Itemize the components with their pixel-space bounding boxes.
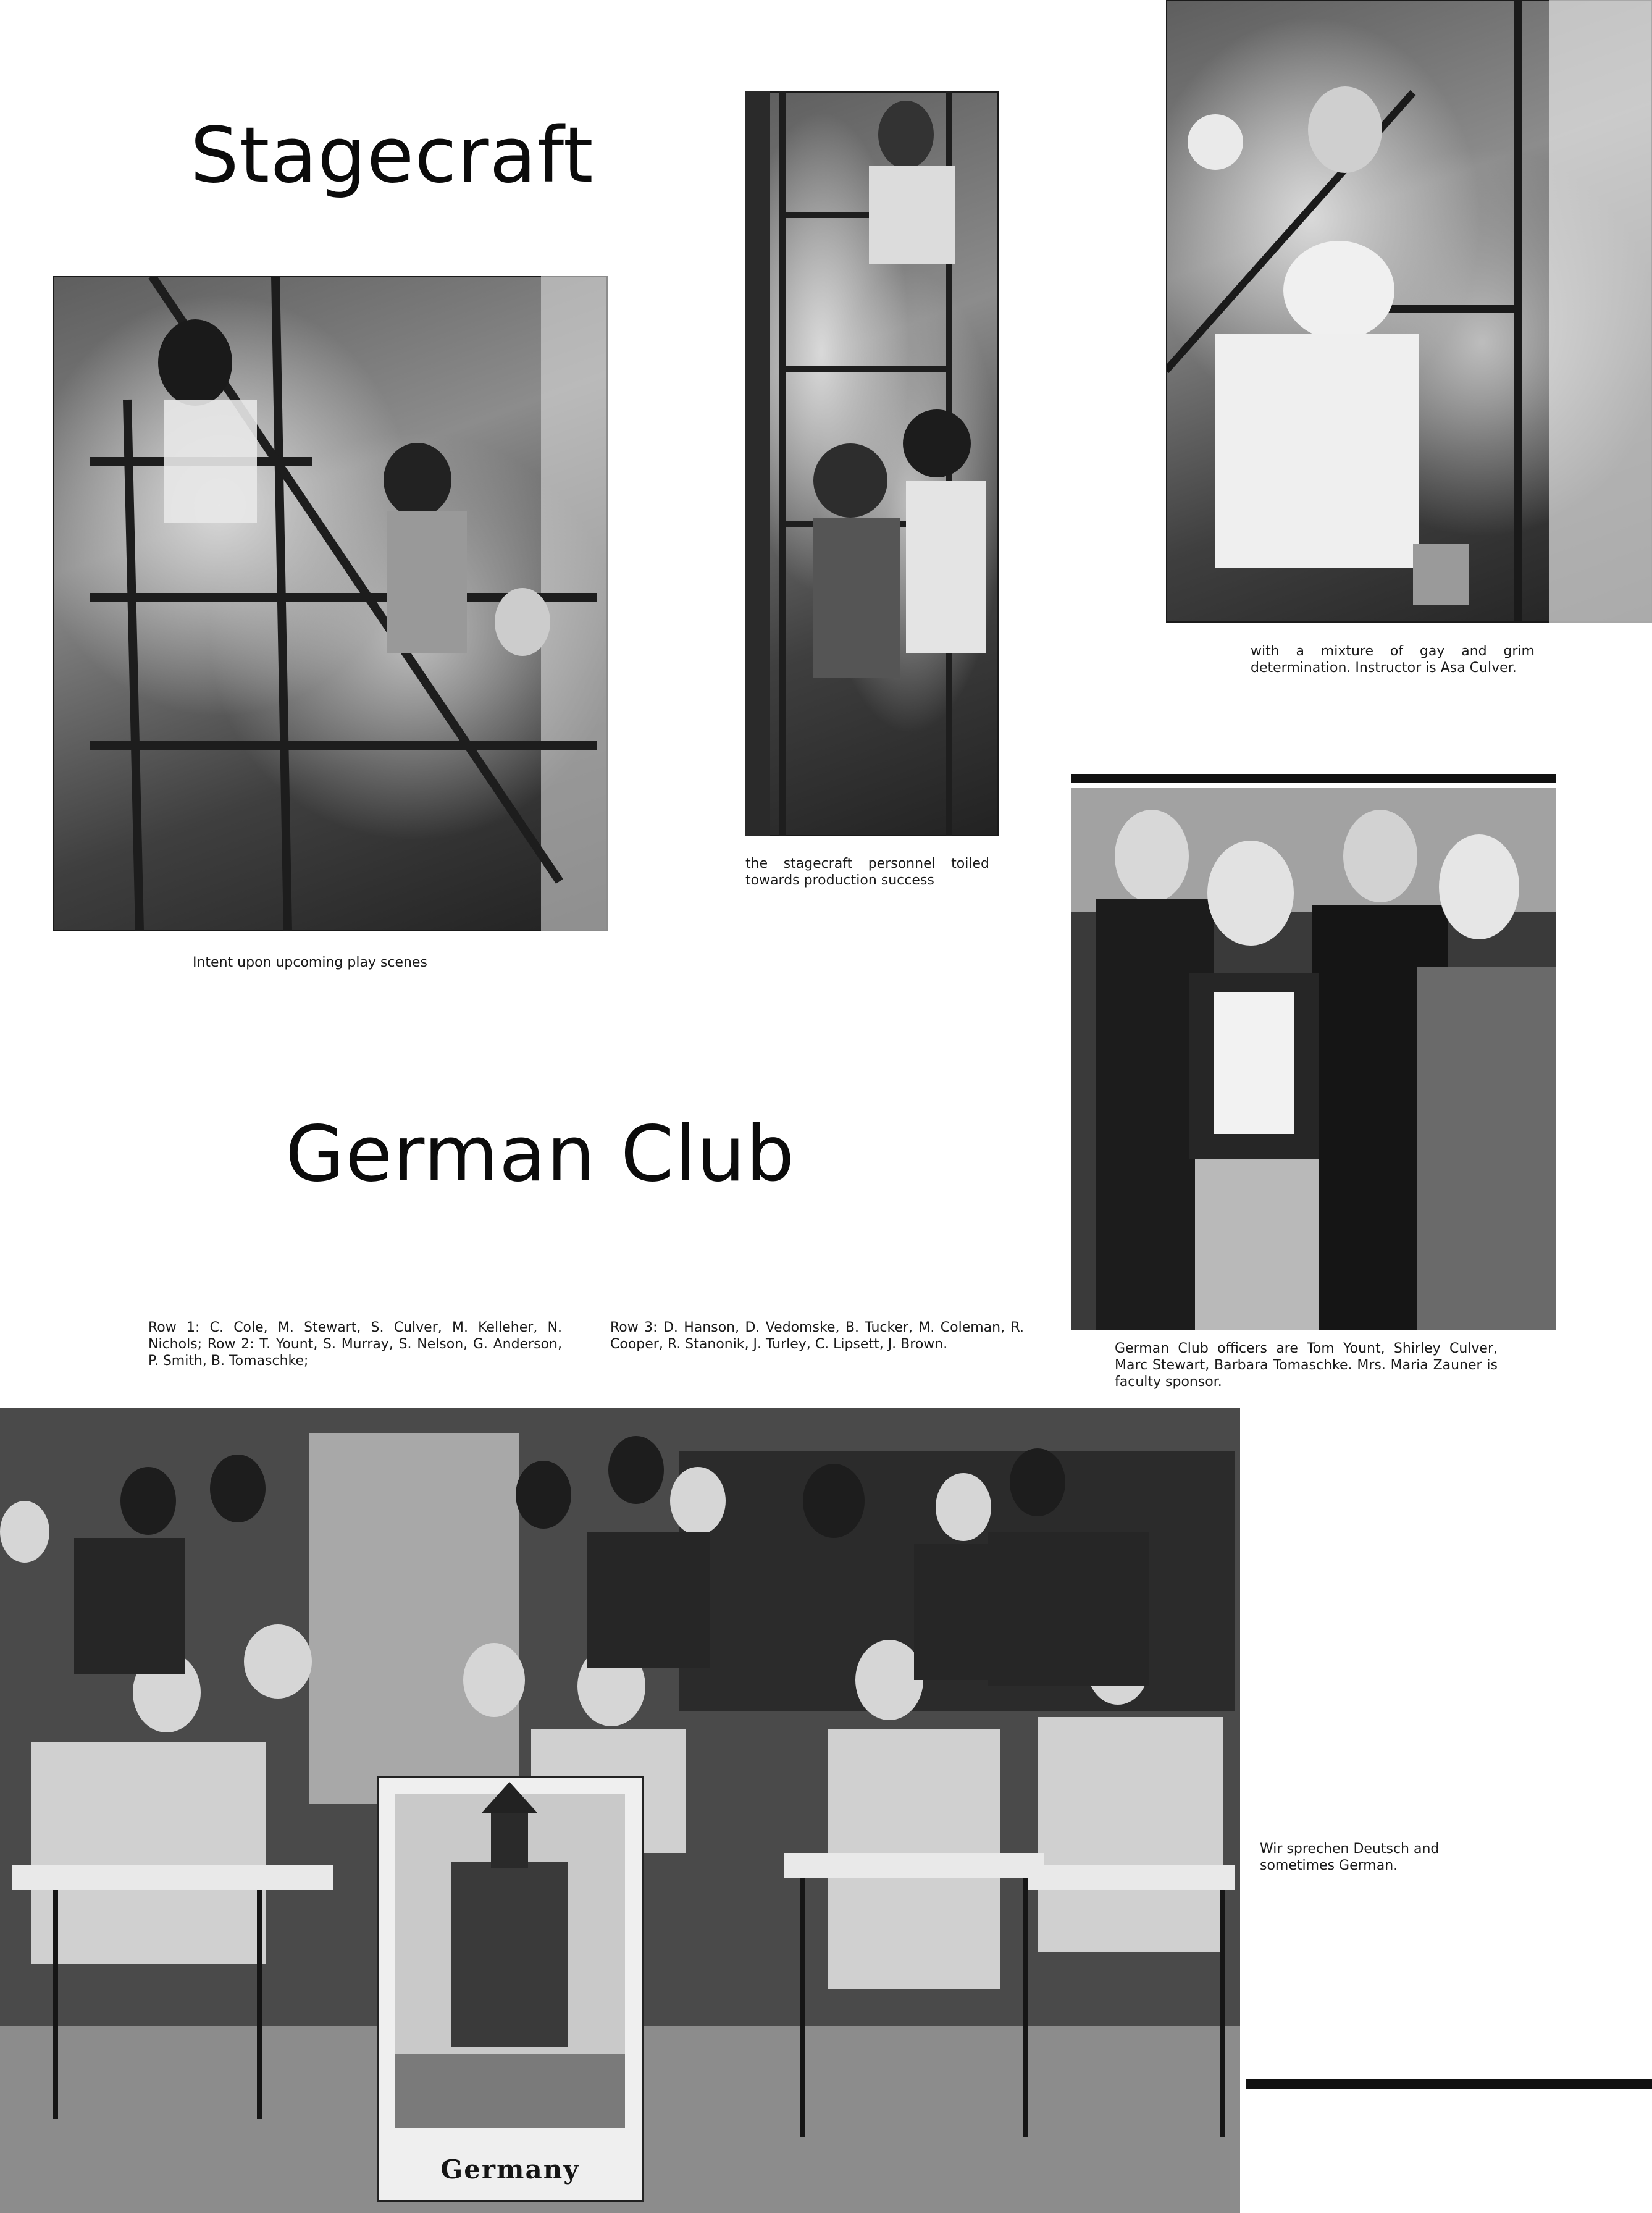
officers-drawing xyxy=(1071,788,1556,1330)
stagecraft-title: Stagecraft xyxy=(190,111,594,200)
stagecraft-photo-scaffold xyxy=(53,276,608,931)
poster-title: Germany xyxy=(440,2154,580,2185)
group-photo-caption: Wir sprechen Deutsch and sometimes German. xyxy=(1260,1841,1440,1873)
painting-drawing xyxy=(1166,0,1652,623)
stagecraft-photo-painting xyxy=(1166,0,1652,623)
german-club-title: German Club xyxy=(285,1110,795,1199)
german-club-officers-photo xyxy=(1071,788,1556,1330)
stagecraft-caption-right: with a mixture of gay and grim determination. Instructor is Asa Culver. xyxy=(1251,644,1535,676)
stagecraft-photo-ladder xyxy=(745,91,999,836)
roster-caption-left: Row 1: C. Cole, M. Stewart, S. Culver, M. Kelleher, N. Nichols; Row 2: T. Yount, S. Murray, S. Nelson, G. Anderson, P. Smith, B. Tomaschke; xyxy=(148,1320,562,1369)
bottom-right-rule xyxy=(1246,2079,1652,2089)
germany-travel-poster xyxy=(377,1776,644,2202)
castle-drawing xyxy=(377,1776,644,2202)
officers-photo-top-rule xyxy=(1071,774,1556,783)
scaffold-drawing xyxy=(53,276,608,931)
stagecraft-caption-middle: the stagecraft personnel toiled towards production success xyxy=(745,856,989,888)
stagecraft-caption-left: Intent upon upcoming play scenes xyxy=(193,955,427,970)
officers-caption: German Club officers are Tom Yount, Shirley Culver, Marc Stewart, Barbara Tomaschke. Mrs. Maria Zauner is faculty sponsor. xyxy=(1115,1341,1498,1390)
ladder-drawing xyxy=(745,91,999,836)
german-club-group-photo xyxy=(0,1408,1240,2213)
roster-caption-right: Row 3: D. Hanson, D. Vedomske, B. Tucker, M. Coleman, R. Cooper, R. Stanonik, J. Turley, C. Lipsett, J. Brown. xyxy=(610,1320,1024,1352)
